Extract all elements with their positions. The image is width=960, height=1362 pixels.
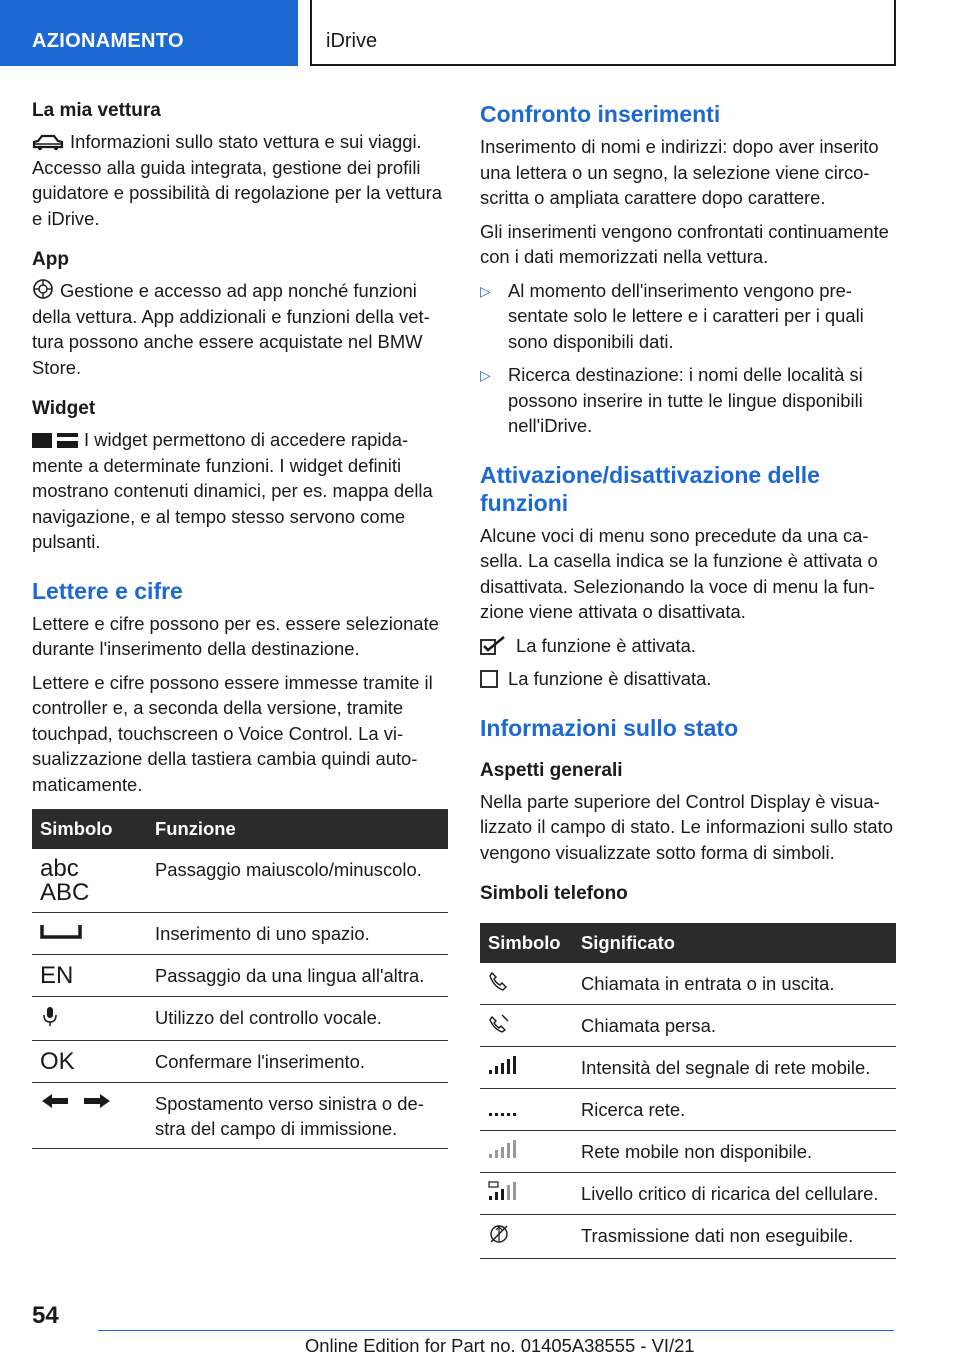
- space-bar-icon: [40, 924, 82, 945]
- page-title: iDrive: [310, 0, 896, 66]
- subheading-simboli-telefono: Simboli telefono: [480, 883, 628, 904]
- heading-app: App: [32, 249, 69, 270]
- language-symbol: EN: [40, 962, 74, 989]
- table-row: Rete mobile non disponibile.: [480, 1131, 896, 1173]
- no-network-icon: [488, 1142, 516, 1163]
- triangle-bullet-icon: ▷: [480, 367, 491, 383]
- table-header-simbolo: Simbolo: [480, 923, 573, 963]
- table-header-funzione: Funzione: [147, 809, 448, 849]
- paragraph-app: Gestione e accesso ad app nonché funzioni della vettura. App addizionali e funzioni della vettura possono anche essere acquistate nel BMW Store.: [32, 280, 430, 378]
- table-row: Ricerca rete.: [480, 1089, 896, 1131]
- table-row: abc ABC Passaggio maiuscolo/minuscolo.: [32, 849, 448, 913]
- page-header: [0, 0, 960, 66]
- microphone-icon: [40, 1010, 60, 1031]
- list-item: ▷ Al momento dell'inserimento vengono presentate solo le lettere e i caratteri per i quali sono disponibili dati.: [480, 278, 896, 355]
- heading-mia-vettura: La mia vettura: [32, 100, 161, 121]
- paragraph-lettere-1: Lettere e cifre possono per es. essere selezionate durante l'inserimento della destinazione.: [32, 612, 439, 659]
- table-row: Chiamata persa.: [480, 1005, 896, 1047]
- low-battery-icon: [488, 1184, 516, 1205]
- arrows-left-right-icon: [40, 1094, 112, 1115]
- table-row: Inserimento di uno spazio.: [32, 913, 448, 955]
- heading-attivazione: Attivazione/disattivazione delle funzioni: [480, 461, 820, 516]
- heading-widget: Widget: [32, 398, 96, 419]
- left-column: [32, 100, 448, 1149]
- table-header-simbolo: Simbolo: [32, 809, 147, 849]
- right-column: [480, 100, 896, 1259]
- case-toggle-symbol: abc ABC: [40, 855, 90, 906]
- footer-edition: Online Edition for Part no. 01405A38555 - VI/21: [305, 1335, 695, 1356]
- paragraph-confronto-1: Inserimento di nomi e indirizzi: dopo aver inserito una lettera o un segno, la selezione viene circoscritta o ampliata carattere dopo carattere.: [480, 136, 879, 208]
- table-row: Intensità del segnale di rete mobile.: [480, 1047, 896, 1089]
- list-item: ▷ Ricerca destinazione: i nomi delle località si possono inserire in tutte le lingue disponibili nell'iDrive.: [480, 362, 896, 439]
- symbols-table: [32, 809, 448, 1149]
- checkbox-on-row: La funzione è attivata.: [480, 633, 896, 659]
- paragraph-lettere-2: Lettere e cifre possono essere immesse tramite il controller e, a seconda della versione, tramite touchpad, touchscreen o Voice Control. La visualizzazione della tastiera cambia quindi automaticamente.: [32, 671, 433, 795]
- car-icon: [32, 133, 64, 151]
- heading-stato: Informazioni sullo stato: [480, 714, 739, 741]
- paragraph-stato: Nella parte superiore del Control Display è visualizzato il campo di stato. Le informazioni sullo stato vengono visualizzate sotto forma di simboli.: [480, 790, 893, 863]
- section-tab: AZIONAMENTO: [0, 0, 298, 66]
- table-row: Trasmissione dati non eseguibile.: [480, 1215, 896, 1259]
- heading-confronto: Confronto inserimenti: [480, 101, 721, 127]
- triangle-bullet-icon: ▷: [480, 282, 491, 299]
- table-row: Utilizzo del controllo vocale.: [32, 997, 448, 1041]
- table-row: EN Passaggio da una lingua all'altra.: [32, 955, 448, 997]
- checkbox-checked-icon: [480, 635, 506, 655]
- paragraph-widget: I widget permettono di accedere rapidamente a determinate funzioni. I widget definiti mostrano contenuti dinamici, per es. mappa della navigazione, e al tempo stesso servono come pulsanti.: [32, 429, 433, 552]
- paragraph-attivazione: Alcune voci di menu sono precedute da una casella. La casella indica se la funzione è attivata o disattivata. Selezionando la voce di menu la funzione viene attivata o disattivata.: [480, 524, 878, 622]
- missed-call-icon: [488, 1016, 510, 1037]
- checkbox-empty-icon: [480, 670, 498, 688]
- table-row: Chiamata in entrata o in uscita.: [480, 963, 896, 1005]
- phone-symbols-table: [480, 923, 896, 1259]
- phone-call-icon: [488, 974, 508, 995]
- network-search-icon: [488, 1100, 516, 1121]
- paragraph-confronto-2: Gli inserimenti vengono confrontati continuamente con i dati memorizzati nella vettura.: [480, 220, 889, 267]
- checkbox-off-row: La funzione è disattivata.: [480, 666, 896, 692]
- no-data-icon: [488, 1228, 510, 1249]
- table-row: Spostamento verso sinistra o destra del campo di immissione.: [32, 1083, 448, 1149]
- page-number: 54: [32, 1302, 59, 1329]
- footer-divider: [98, 1330, 894, 1331]
- paragraph-mia-vettura: Informazioni sullo stato vettura e sui viaggi. Accesso alla guida integrata, gestione dei profili guidatore e possibilità di regolazione per la vettura e iDrive.: [32, 131, 442, 229]
- heading-lettere-cifre: Lettere e cifre: [32, 577, 183, 604]
- table-header-significato: Significato: [573, 923, 896, 963]
- table-row: Livello critico di ricarica del cellulare.: [480, 1173, 896, 1215]
- widget-icon: [32, 431, 78, 449]
- subheading-aspetti: Aspetti generali: [480, 759, 623, 781]
- ok-symbol: OK: [40, 1048, 75, 1075]
- table-row: OK Confermare l'inserimento.: [32, 1041, 448, 1083]
- app-icon: [32, 278, 54, 300]
- signal-strength-icon: [488, 1058, 516, 1079]
